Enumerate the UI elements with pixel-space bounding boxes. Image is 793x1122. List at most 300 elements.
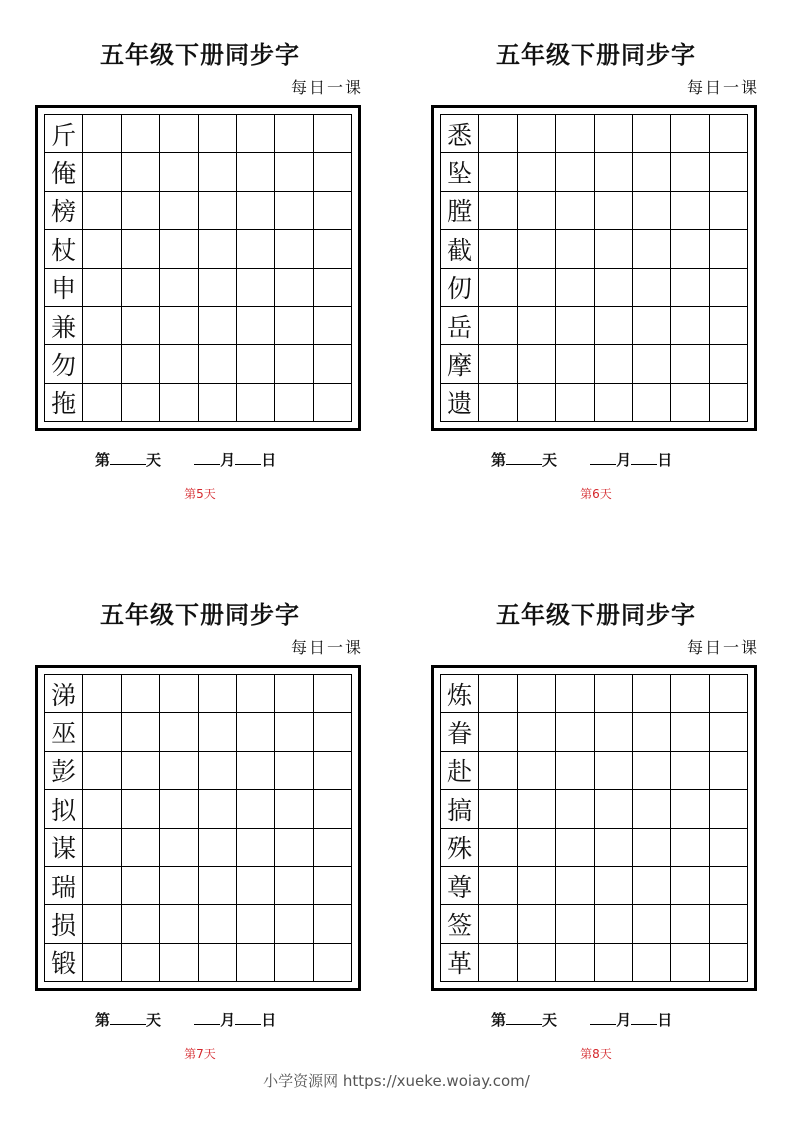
practice-cell bbox=[556, 269, 594, 307]
practice-cell bbox=[122, 269, 160, 307]
practice-cell bbox=[556, 752, 594, 790]
month-blank bbox=[194, 450, 220, 465]
day-blank bbox=[235, 450, 261, 465]
model-character: 勿 bbox=[45, 345, 83, 383]
date-ri: 日 bbox=[261, 1011, 277, 1029]
practice-cell bbox=[275, 307, 313, 345]
model-character: 损 bbox=[45, 905, 83, 943]
practice-cell bbox=[518, 944, 556, 982]
practice-cell bbox=[83, 153, 121, 191]
practice-cell bbox=[314, 905, 352, 943]
practice-cell bbox=[479, 269, 517, 307]
practice-cell bbox=[83, 905, 121, 943]
practice-cell bbox=[479, 905, 517, 943]
practice-cell bbox=[199, 115, 237, 153]
practice-cell bbox=[595, 230, 633, 268]
practice-cell bbox=[275, 944, 313, 982]
practice-cell bbox=[633, 269, 671, 307]
practice-cell bbox=[199, 905, 237, 943]
model-character: 涕 bbox=[45, 675, 83, 713]
practice-cell bbox=[237, 752, 275, 790]
practice-cell bbox=[314, 713, 352, 751]
practice-cell bbox=[237, 192, 275, 230]
model-character: 摩 bbox=[441, 345, 479, 383]
writing-grid-frame bbox=[35, 105, 361, 431]
practice-cell bbox=[633, 867, 671, 905]
practice-cell bbox=[122, 192, 160, 230]
practice-cell bbox=[122, 867, 160, 905]
writing-grid-frame bbox=[431, 665, 757, 991]
practice-cell bbox=[160, 307, 198, 345]
footer-watermark: 小学资源网 https://xueke.woiay.com/ bbox=[263, 1072, 530, 1090]
practice-cell bbox=[237, 307, 275, 345]
day-blank bbox=[631, 450, 657, 465]
practice-cell bbox=[479, 675, 517, 713]
model-character: 悉 bbox=[441, 115, 479, 153]
date-yue: 月 bbox=[220, 451, 236, 469]
practice-cell bbox=[160, 752, 198, 790]
practice-cell bbox=[199, 307, 237, 345]
model-character: 申 bbox=[45, 269, 83, 307]
practice-cell bbox=[518, 675, 556, 713]
date-di: 第 bbox=[95, 1011, 111, 1029]
practice-cell bbox=[710, 307, 748, 345]
practice-cell bbox=[83, 867, 121, 905]
month-blank bbox=[590, 1010, 616, 1025]
model-character: 拖 bbox=[45, 384, 83, 422]
practice-cell bbox=[671, 230, 709, 268]
practice-cell bbox=[83, 675, 121, 713]
practice-cell bbox=[122, 307, 160, 345]
model-character: 炼 bbox=[441, 675, 479, 713]
model-character: 尊 bbox=[441, 867, 479, 905]
model-character: 兼 bbox=[45, 307, 83, 345]
practice-cell bbox=[479, 153, 517, 191]
practice-cell bbox=[160, 790, 198, 828]
practice-cell bbox=[83, 269, 121, 307]
practice-cell bbox=[671, 675, 709, 713]
model-character: 瑞 bbox=[45, 867, 83, 905]
practice-cell bbox=[199, 269, 237, 307]
practice-cell bbox=[710, 944, 748, 982]
practice-cell bbox=[199, 713, 237, 751]
date-tian: 天 bbox=[542, 451, 558, 469]
practice-cell bbox=[199, 752, 237, 790]
practice-cell bbox=[595, 790, 633, 828]
model-character: 遗 bbox=[441, 384, 479, 422]
practice-cell bbox=[595, 829, 633, 867]
date-di: 第 bbox=[491, 1011, 507, 1029]
practice-cell bbox=[479, 384, 517, 422]
practice-cell bbox=[83, 192, 121, 230]
practice-cell bbox=[633, 944, 671, 982]
practice-cell bbox=[122, 752, 160, 790]
practice-cell bbox=[518, 153, 556, 191]
sheet-title: 五年级下册同步字 bbox=[496, 40, 696, 69]
date-tian: 天 bbox=[146, 451, 162, 469]
model-character: 榜 bbox=[45, 192, 83, 230]
practice-cell bbox=[275, 345, 313, 383]
practice-cell bbox=[199, 829, 237, 867]
practice-cell bbox=[314, 867, 352, 905]
writing-grid-frame bbox=[431, 105, 757, 431]
practice-cell bbox=[710, 345, 748, 383]
practice-cell bbox=[160, 944, 198, 982]
practice-cell bbox=[556, 944, 594, 982]
model-character: 赴 bbox=[441, 752, 479, 790]
practice-cell bbox=[633, 230, 671, 268]
practice-cell bbox=[275, 153, 313, 191]
date-di: 第 bbox=[491, 451, 507, 469]
practice-cell bbox=[160, 230, 198, 268]
practice-cell bbox=[556, 230, 594, 268]
practice-cell bbox=[275, 384, 313, 422]
practice-cell bbox=[122, 153, 160, 191]
practice-cell bbox=[160, 115, 198, 153]
practice-cell bbox=[160, 192, 198, 230]
practice-cell bbox=[633, 829, 671, 867]
sheet-subtitle: 每日一课 bbox=[290, 638, 363, 657]
practice-cell bbox=[479, 307, 517, 345]
date-line bbox=[491, 449, 672, 470]
practice-cell bbox=[710, 790, 748, 828]
model-character: 谋 bbox=[45, 829, 83, 867]
practice-cell bbox=[237, 790, 275, 828]
practice-cell bbox=[518, 713, 556, 751]
practice-cell bbox=[633, 307, 671, 345]
practice-cell bbox=[710, 115, 748, 153]
practice-cell bbox=[518, 384, 556, 422]
practice-cell bbox=[237, 829, 275, 867]
practice-cell bbox=[595, 269, 633, 307]
practice-cell bbox=[314, 944, 352, 982]
practice-cell bbox=[275, 829, 313, 867]
practice-cell bbox=[479, 944, 517, 982]
practice-cell bbox=[518, 115, 556, 153]
model-character: 巫 bbox=[45, 713, 83, 751]
practice-cell bbox=[479, 192, 517, 230]
practice-cell bbox=[633, 115, 671, 153]
day-number-blank bbox=[110, 450, 146, 465]
practice-cell bbox=[314, 307, 352, 345]
practice-cell bbox=[122, 944, 160, 982]
model-character: 彭 bbox=[45, 752, 83, 790]
practice-cell bbox=[237, 675, 275, 713]
day-number-blank bbox=[506, 450, 542, 465]
practice-cell bbox=[479, 230, 517, 268]
sheet-subtitle: 每日一课 bbox=[290, 78, 363, 97]
writing-grid bbox=[44, 114, 352, 422]
practice-cell bbox=[237, 905, 275, 943]
day-label: 第5天 bbox=[184, 487, 216, 501]
date-tian: 天 bbox=[146, 1011, 162, 1029]
model-character: 膛 bbox=[441, 192, 479, 230]
practice-cell bbox=[237, 115, 275, 153]
practice-cell bbox=[556, 384, 594, 422]
practice-cell bbox=[671, 905, 709, 943]
practice-cell bbox=[160, 713, 198, 751]
practice-cell bbox=[556, 345, 594, 383]
day-label: 第6天 bbox=[580, 487, 612, 501]
sheet-title: 五年级下册同步字 bbox=[100, 40, 300, 69]
practice-cell bbox=[556, 713, 594, 751]
practice-cell bbox=[595, 905, 633, 943]
practice-cell bbox=[83, 115, 121, 153]
practice-cell bbox=[122, 675, 160, 713]
practice-cell bbox=[556, 192, 594, 230]
practice-cell bbox=[237, 713, 275, 751]
practice-cell bbox=[275, 713, 313, 751]
practice-cell bbox=[122, 345, 160, 383]
practice-cell bbox=[710, 752, 748, 790]
model-character: 坠 bbox=[441, 153, 479, 191]
practice-cell bbox=[556, 675, 594, 713]
practice-cell bbox=[237, 230, 275, 268]
practice-cell bbox=[633, 345, 671, 383]
practice-cell bbox=[83, 307, 121, 345]
practice-cell bbox=[518, 752, 556, 790]
practice-cell bbox=[83, 752, 121, 790]
practice-cell bbox=[595, 944, 633, 982]
practice-cell bbox=[314, 345, 352, 383]
practice-cell bbox=[595, 752, 633, 790]
practice-cell bbox=[556, 829, 594, 867]
model-character: 眷 bbox=[441, 713, 479, 751]
practice-cell bbox=[160, 153, 198, 191]
practice-cell bbox=[671, 269, 709, 307]
practice-cell bbox=[160, 829, 198, 867]
day-blank bbox=[631, 1010, 657, 1025]
practice-cell bbox=[314, 115, 352, 153]
practice-cell bbox=[556, 867, 594, 905]
practice-cell bbox=[122, 384, 160, 422]
practice-cell bbox=[122, 230, 160, 268]
practice-cell bbox=[518, 345, 556, 383]
practice-cell bbox=[518, 829, 556, 867]
practice-cell bbox=[710, 829, 748, 867]
practice-cell bbox=[710, 269, 748, 307]
date-line bbox=[95, 449, 276, 470]
practice-cell bbox=[633, 790, 671, 828]
practice-cell bbox=[237, 153, 275, 191]
practice-cell bbox=[595, 384, 633, 422]
practice-cell bbox=[479, 790, 517, 828]
practice-cell bbox=[479, 713, 517, 751]
practice-cell bbox=[83, 944, 121, 982]
practice-cell bbox=[710, 153, 748, 191]
practice-cell bbox=[160, 345, 198, 383]
practice-cell bbox=[595, 153, 633, 191]
practice-cell bbox=[633, 905, 671, 943]
practice-cell bbox=[314, 675, 352, 713]
practice-cell bbox=[83, 829, 121, 867]
practice-cell bbox=[479, 345, 517, 383]
practice-cell bbox=[556, 115, 594, 153]
date-yue: 月 bbox=[220, 1011, 236, 1029]
practice-cell bbox=[275, 790, 313, 828]
practice-cell bbox=[314, 829, 352, 867]
day-label: 第8天 bbox=[580, 1047, 612, 1061]
practice-cell bbox=[671, 307, 709, 345]
day-blank bbox=[235, 1010, 261, 1025]
practice-cell bbox=[633, 192, 671, 230]
date-line bbox=[491, 1009, 672, 1030]
practice-cell bbox=[122, 829, 160, 867]
practice-cell bbox=[633, 675, 671, 713]
practice-cell bbox=[199, 675, 237, 713]
practice-cell bbox=[237, 944, 275, 982]
practice-cell bbox=[710, 675, 748, 713]
practice-cell bbox=[710, 867, 748, 905]
month-blank bbox=[590, 450, 616, 465]
practice-cell bbox=[314, 153, 352, 191]
practice-cell bbox=[518, 269, 556, 307]
practice-cell bbox=[518, 192, 556, 230]
practice-cell bbox=[314, 269, 352, 307]
practice-cell bbox=[275, 269, 313, 307]
practice-cell bbox=[479, 115, 517, 153]
practice-cell bbox=[199, 944, 237, 982]
practice-cell bbox=[314, 192, 352, 230]
writing-grid bbox=[440, 674, 748, 982]
practice-cell bbox=[83, 384, 121, 422]
date-ri: 日 bbox=[261, 451, 277, 469]
writing-grid bbox=[44, 674, 352, 982]
practice-cell bbox=[518, 867, 556, 905]
model-character: 斤 bbox=[45, 115, 83, 153]
sheet-title: 五年级下册同步字 bbox=[100, 600, 300, 629]
writing-grid bbox=[440, 114, 748, 422]
practice-cell bbox=[160, 269, 198, 307]
practice-cell bbox=[275, 230, 313, 268]
practice-cell bbox=[518, 905, 556, 943]
practice-cell bbox=[479, 829, 517, 867]
practice-cell bbox=[595, 713, 633, 751]
practice-cell bbox=[275, 192, 313, 230]
month-blank bbox=[194, 1010, 220, 1025]
practice-cell bbox=[556, 307, 594, 345]
model-character: 革 bbox=[441, 944, 479, 982]
practice-cell bbox=[595, 867, 633, 905]
practice-cell bbox=[518, 790, 556, 828]
practice-cell bbox=[314, 230, 352, 268]
writing-grid-frame bbox=[35, 665, 361, 991]
practice-cell bbox=[199, 867, 237, 905]
practice-cell bbox=[199, 345, 237, 383]
practice-cell bbox=[83, 345, 121, 383]
date-yue: 月 bbox=[616, 451, 632, 469]
model-character: 岳 bbox=[441, 307, 479, 345]
practice-cell bbox=[633, 752, 671, 790]
practice-cell bbox=[199, 153, 237, 191]
model-character: 搞 bbox=[441, 790, 479, 828]
practice-cell bbox=[633, 713, 671, 751]
day-number-blank bbox=[110, 1010, 146, 1025]
practice-cell bbox=[275, 752, 313, 790]
practice-cell bbox=[199, 192, 237, 230]
practice-cell bbox=[199, 790, 237, 828]
practice-cell bbox=[671, 345, 709, 383]
practice-cell bbox=[275, 675, 313, 713]
practice-cell bbox=[556, 905, 594, 943]
practice-cell bbox=[199, 230, 237, 268]
practice-cell bbox=[314, 384, 352, 422]
practice-cell bbox=[710, 230, 748, 268]
practice-cell bbox=[275, 115, 313, 153]
date-tian: 天 bbox=[542, 1011, 558, 1029]
practice-cell bbox=[633, 384, 671, 422]
practice-cell bbox=[671, 115, 709, 153]
practice-cell bbox=[671, 829, 709, 867]
practice-cell bbox=[671, 790, 709, 828]
practice-cell bbox=[237, 269, 275, 307]
practice-cell bbox=[556, 790, 594, 828]
practice-cell bbox=[671, 713, 709, 751]
practice-cell bbox=[595, 192, 633, 230]
practice-cell bbox=[518, 307, 556, 345]
date-ri: 日 bbox=[657, 1011, 673, 1029]
practice-cell bbox=[122, 713, 160, 751]
practice-cell bbox=[633, 153, 671, 191]
practice-cell bbox=[83, 790, 121, 828]
practice-cell bbox=[710, 713, 748, 751]
practice-cell bbox=[314, 790, 352, 828]
date-line bbox=[95, 1009, 276, 1030]
practice-cell bbox=[671, 384, 709, 422]
practice-cell bbox=[518, 230, 556, 268]
day-label: 第7天 bbox=[184, 1047, 216, 1061]
practice-cell bbox=[314, 752, 352, 790]
date-ri: 日 bbox=[657, 451, 673, 469]
practice-cell bbox=[710, 384, 748, 422]
sheet-subtitle: 每日一课 bbox=[686, 638, 759, 657]
model-character: 殊 bbox=[441, 829, 479, 867]
practice-cell bbox=[671, 944, 709, 982]
practice-cell bbox=[710, 192, 748, 230]
model-character: 签 bbox=[441, 905, 479, 943]
sheet-subtitle: 每日一课 bbox=[686, 78, 759, 97]
practice-cell bbox=[160, 675, 198, 713]
practice-cell bbox=[595, 675, 633, 713]
practice-cell bbox=[595, 115, 633, 153]
sheet-title: 五年级下册同步字 bbox=[496, 600, 696, 629]
practice-cell bbox=[237, 867, 275, 905]
day-number-blank bbox=[506, 1010, 542, 1025]
practice-cell bbox=[556, 153, 594, 191]
practice-cell bbox=[199, 384, 237, 422]
model-character: 杖 bbox=[45, 230, 83, 268]
model-character: 俺 bbox=[45, 153, 83, 191]
practice-cell bbox=[160, 905, 198, 943]
practice-cell bbox=[237, 345, 275, 383]
practice-cell bbox=[237, 384, 275, 422]
practice-cell bbox=[671, 192, 709, 230]
practice-cell bbox=[595, 307, 633, 345]
practice-cell bbox=[122, 905, 160, 943]
practice-cell bbox=[671, 867, 709, 905]
date-yue: 月 bbox=[616, 1011, 632, 1029]
practice-cell bbox=[595, 345, 633, 383]
model-character: 仞 bbox=[441, 269, 479, 307]
model-character: 锻 bbox=[45, 944, 83, 982]
practice-cell bbox=[479, 867, 517, 905]
model-character: 拟 bbox=[45, 790, 83, 828]
practice-cell bbox=[479, 752, 517, 790]
practice-cell bbox=[122, 790, 160, 828]
practice-cell bbox=[275, 905, 313, 943]
practice-cell bbox=[671, 752, 709, 790]
practice-cell bbox=[275, 867, 313, 905]
